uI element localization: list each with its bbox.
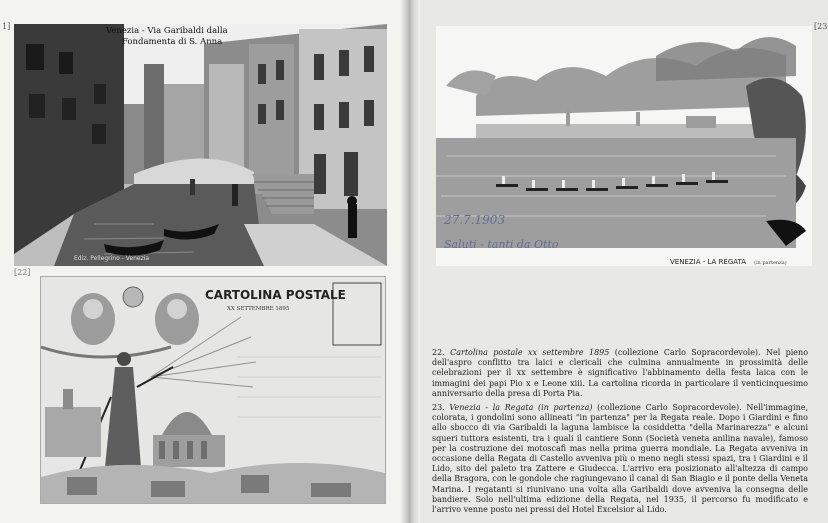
caption-23-number: 23. (432, 403, 445, 413)
xx-settembre-postcard (40, 276, 386, 504)
caption-23 (432, 403, 808, 515)
painting-label-sub: (in partenza) (754, 260, 787, 266)
painting-label: VENEZIA - LA REGATA (670, 258, 747, 266)
caption-23-text: (collezione Carlo Sopracordevole). Nell'immagine, colorata, i gondolini sono allineati "in partenza" per la Regata reale. Dopo i Giardini e fino allo sbocco di via Garibaldi la laguna lambisce la cosiddetta "della Marinarezza" e alcuni squeri tuttora esistenti, tra i quali il cantiere Sonn (Società veneta anilina navale), famoso per la costruzione dei motoscafi mas nella prima guerra mondiale. La Regata avveniva in occasione della Regata di Castello avveniva più o meno negli stessi spazi, tra i Giardini e il Lido, sito del paleto tra Zattere e Giudecca. L'arrivo era posizionato all'altezza di campo della Bragora, con le gondole che ragiungevano il canal di San Biagio e il ponte della Veneta Marina. I regatanti si riunivano una volta alla Garibaldi dove avveniva la consegna delle bandiere. Solo nell'ultima edizione della Regata, nel 1935, il percorso fu modificato e l'arrivo venne posto nei pressi del Hotel Excelsior al Lido. (432, 403, 809, 515)
caption-23-title: Venezia - la Regata (in partenza) (449, 403, 593, 413)
handwritten-greeting: Saluti - tanti da Otto (444, 238, 559, 251)
postcard-title: CARTOLINA POSTALE (205, 288, 346, 302)
photo-title-line2: Fondamenta di S. Anna (122, 37, 223, 47)
canal-street-photo (14, 24, 387, 266)
caption-22-title: Cartolina postale xx settembre 1895 (450, 348, 610, 357)
papal-crest (123, 287, 143, 307)
caption-22 (432, 348, 808, 399)
caption-22-number: 22. (432, 348, 445, 357)
photo-title-line1: Venezia - Via Garibaldi dalla (106, 26, 228, 36)
right-page-number: [23 (814, 22, 828, 31)
postcard-subtitle: XX SETTEMBRE 1895 (227, 306, 290, 312)
left-page (0, 0, 408, 523)
caption-22-text: (collezione Carlo Sopracordevole). Nel pieno dell'aspro conflitto tra laici e clericali che culmina annualmente in prossimità delle celebrazioni per il xx settembre è significativo l'abbinamento della festa laica con le immagini dei papi Pio x e Leone xiii. La cartolina ricorda in particolare il venticinquesimo anniversario della presa di Porta Pia. (432, 348, 809, 398)
regatta-painting (436, 26, 812, 266)
photo-publisher-mark: Ediz. Pellegrino - Venezia (74, 255, 150, 262)
captions-block (432, 348, 808, 519)
figure-number-22: [22] (14, 268, 31, 277)
left-page-number: 1] (2, 22, 11, 31)
handwritten-date: 27.7.1903 (444, 213, 506, 227)
